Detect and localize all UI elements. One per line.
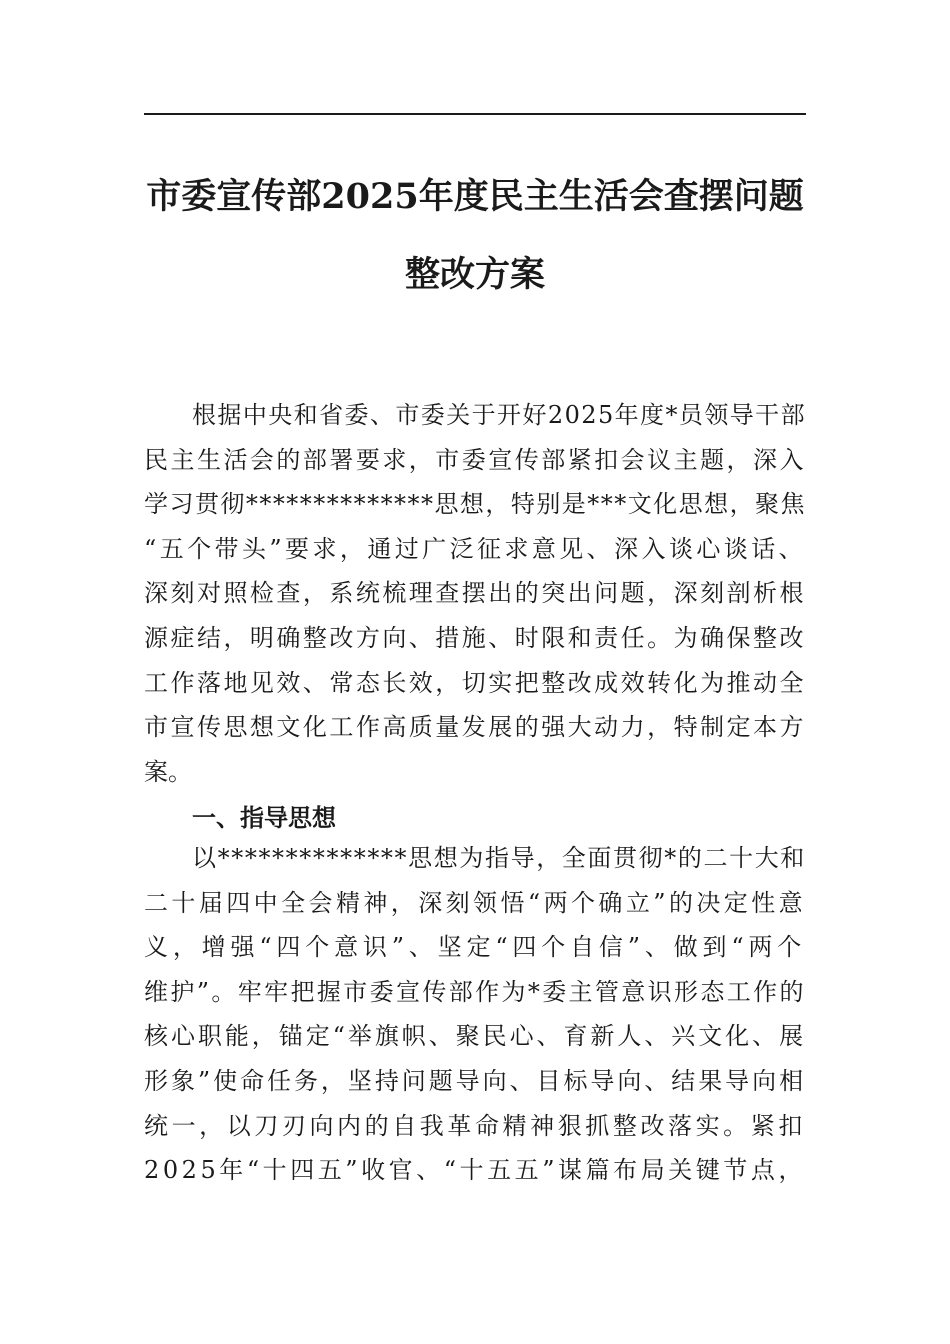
intro-paragraph [144, 393, 806, 794]
paragraph-line: 市宣传思想文化工作高质量发展的强大动力，特制定本方 [144, 713, 806, 742]
paragraph-line: 根据中央和省委、市委关于开好2025年度*员领导干部 [192, 401, 806, 429]
paragraph-line: 核心职能，锚定“举旗帜、聚民心、育新人、兴文化、展 [144, 1022, 807, 1051]
paragraph-line: 以**************思想为指导，全面贯彻*的二十大和 [192, 844, 806, 872]
title-line-2: 整改方案 [404, 254, 545, 295]
paragraph-line: 工作落地见效、常态长效，切实把整改成效转化为推动全 [144, 668, 806, 697]
document-title [144, 158, 806, 314]
paragraph-line: 形象”使命任务，坚持问题导向、目标导向、结果导向相 [144, 1066, 807, 1095]
paragraph-line: 学习贯彻**************思想，特别是***文化思想，聚焦 [144, 490, 806, 519]
paragraph-line: 义，增强“四个意识”、坚定“四个自信”、做到“两个 [144, 933, 807, 962]
header-rule [144, 113, 806, 115]
paragraph-line: 源症结，明确整改方向、措施、时限和责任。为确保整改 [144, 623, 806, 652]
paragraph-line: 深刻对照检查，系统梳理查摆出的突出问题，深刻剖析根 [144, 579, 806, 608]
title-line-1: 市委宣传部2025年度民主生活会查摆问题 [146, 176, 804, 217]
paragraph-line: “五个带头”要求，通过广泛征求意见、深入谈心谈话、 [144, 534, 807, 563]
paragraph-line: 2025年“十四五”收官、“十五五”谋篇布局关键节点， [144, 1156, 807, 1185]
section-heading-guiding-ideology: 一、指导思想 [192, 804, 336, 832]
guiding-ideology-paragraph [144, 836, 806, 1193]
paragraph-line: 统一，以刀刃向内的自我革命精神狠抓整改落实。紧扣 [144, 1111, 806, 1140]
paragraph-line: 二十届四中全会精神，深刻领悟“两个确立”的决定性意 [144, 888, 807, 917]
paragraph-line: 民主生活会的部署要求，市委宣传部紧扣会议主题，深入 [144, 445, 806, 474]
paragraph-line: 维护”。牢牢把握市委宣传部作为*委主管意识形态工作的 [144, 977, 806, 1006]
paragraph-line: 案。 [144, 757, 192, 786]
